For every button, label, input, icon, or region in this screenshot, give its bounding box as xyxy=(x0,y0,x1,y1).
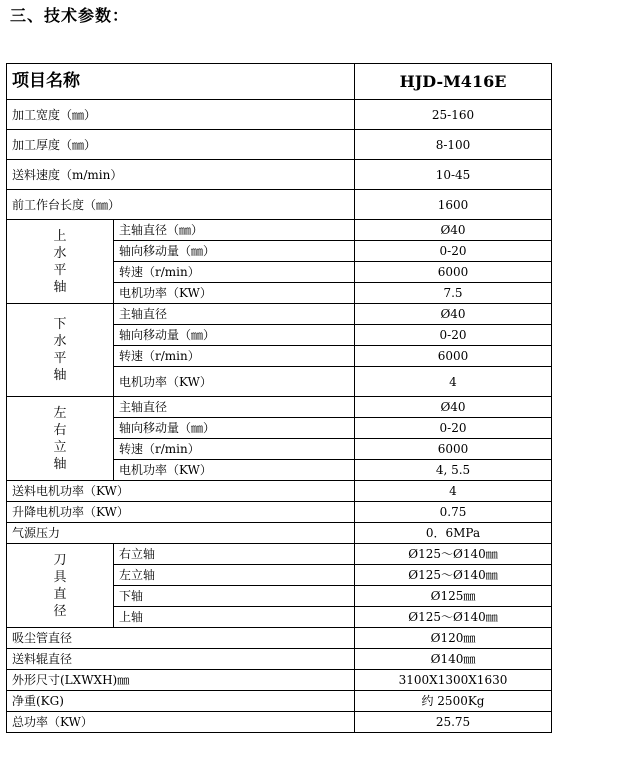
row-label: 送料辊直径 xyxy=(7,649,355,670)
table-row xyxy=(7,397,552,418)
row-value: 4 xyxy=(355,481,552,502)
row-value: 25.75 xyxy=(355,712,552,733)
row-value: Ø140㎜ xyxy=(355,649,552,670)
row-value: 0-20 xyxy=(355,418,552,439)
table-row xyxy=(7,649,552,670)
row-value: 约 2500Kg xyxy=(355,691,552,712)
row-value: 6000 xyxy=(355,439,552,460)
row-value: 0.75 xyxy=(355,502,552,523)
row-label: 主轴直径 xyxy=(114,397,355,418)
row-value: 25-160 xyxy=(355,100,552,130)
row-value: 8-100 xyxy=(355,130,552,160)
row-label: 主轴直径 xyxy=(114,304,355,325)
row-value: Ø40 xyxy=(355,304,552,325)
row-label: 轴向移动量（㎜） xyxy=(114,418,355,439)
table-row xyxy=(7,691,552,712)
table-row xyxy=(7,481,552,502)
table-row xyxy=(7,544,552,565)
section-heading: 三、技术参数： xyxy=(10,6,130,25)
header-model: HJD-M416E xyxy=(355,64,552,100)
row-label: 右立轴 xyxy=(114,544,355,565)
row-value: 0．6MPa xyxy=(355,523,552,544)
row-label: 转速（r/min） xyxy=(114,439,355,460)
group-label-lr: 左右立轴 xyxy=(7,397,114,481)
group-label-lower: 下水平轴 xyxy=(7,304,114,397)
row-value: 3100X1300X1630 xyxy=(355,670,552,691)
row-value: 6000 xyxy=(355,262,552,283)
row-label: 总功率（KW） xyxy=(7,712,355,733)
row-value: 6000 xyxy=(355,346,552,367)
row-value: Ø120㎜ xyxy=(355,628,552,649)
row-value: Ø125～Ø140㎜ xyxy=(355,607,552,628)
row-label: 前工作台长度（㎜） xyxy=(7,190,355,220)
row-label: 净重(KG) xyxy=(7,691,355,712)
table-header-row xyxy=(7,64,552,100)
header-label: 项目名称 xyxy=(7,64,355,100)
row-label: 转速（r/min） xyxy=(114,346,355,367)
table-row xyxy=(7,190,552,220)
row-value: Ø125㎜ xyxy=(355,586,552,607)
table-row xyxy=(7,502,552,523)
row-label: 电机功率（KW） xyxy=(114,367,355,397)
row-label: 上轴 xyxy=(114,607,355,628)
table-row xyxy=(7,220,552,241)
table-row xyxy=(7,304,552,325)
group-label-cutter: 刀具直径 xyxy=(7,544,114,628)
row-value: 1600 xyxy=(355,190,552,220)
row-label: 电机功率（KW） xyxy=(114,283,355,304)
table-row xyxy=(7,670,552,691)
row-label: 加工厚度（㎜） xyxy=(7,130,355,160)
row-label: 加工宽度（㎜） xyxy=(7,100,355,130)
row-value: 4, 5.5 xyxy=(355,460,552,481)
row-value: 0-20 xyxy=(355,241,552,262)
row-value: 0-20 xyxy=(355,325,552,346)
table-row xyxy=(7,100,552,130)
spec-table xyxy=(6,63,552,733)
row-label: 电机功率（KW） xyxy=(114,460,355,481)
row-label: 升降电机功率（KW） xyxy=(7,502,355,523)
row-label: 吸尘管直径 xyxy=(7,628,355,649)
row-label: 左立轴 xyxy=(114,565,355,586)
row-value: Ø40 xyxy=(355,220,552,241)
table-row xyxy=(7,712,552,733)
row-label: 送料电机功率（KW） xyxy=(7,481,355,502)
row-value: 10-45 xyxy=(355,160,552,190)
table-row xyxy=(7,160,552,190)
row-value: Ø125～Ø140㎜ xyxy=(355,544,552,565)
table-row xyxy=(7,130,552,160)
row-value: 7.5 xyxy=(355,283,552,304)
row-value: Ø125～Ø140㎜ xyxy=(355,565,552,586)
row-label: 主轴直径（㎜） xyxy=(114,220,355,241)
row-label: 下轴 xyxy=(114,586,355,607)
table-row xyxy=(7,628,552,649)
table-row xyxy=(7,523,552,544)
row-value: Ø40 xyxy=(355,397,552,418)
row-label: 送料速度（m/min） xyxy=(7,160,355,190)
row-label: 轴向移动量（㎜） xyxy=(114,325,355,346)
row-label: 外形尺寸(LXWXH)㎜ xyxy=(7,670,355,691)
row-label: 转速（r/min） xyxy=(114,262,355,283)
row-label: 轴向移动量（㎜） xyxy=(114,241,355,262)
row-value: 4 xyxy=(355,367,552,397)
row-label: 气源压力 xyxy=(7,523,355,544)
group-label-upper: 上水平轴 xyxy=(7,220,114,304)
